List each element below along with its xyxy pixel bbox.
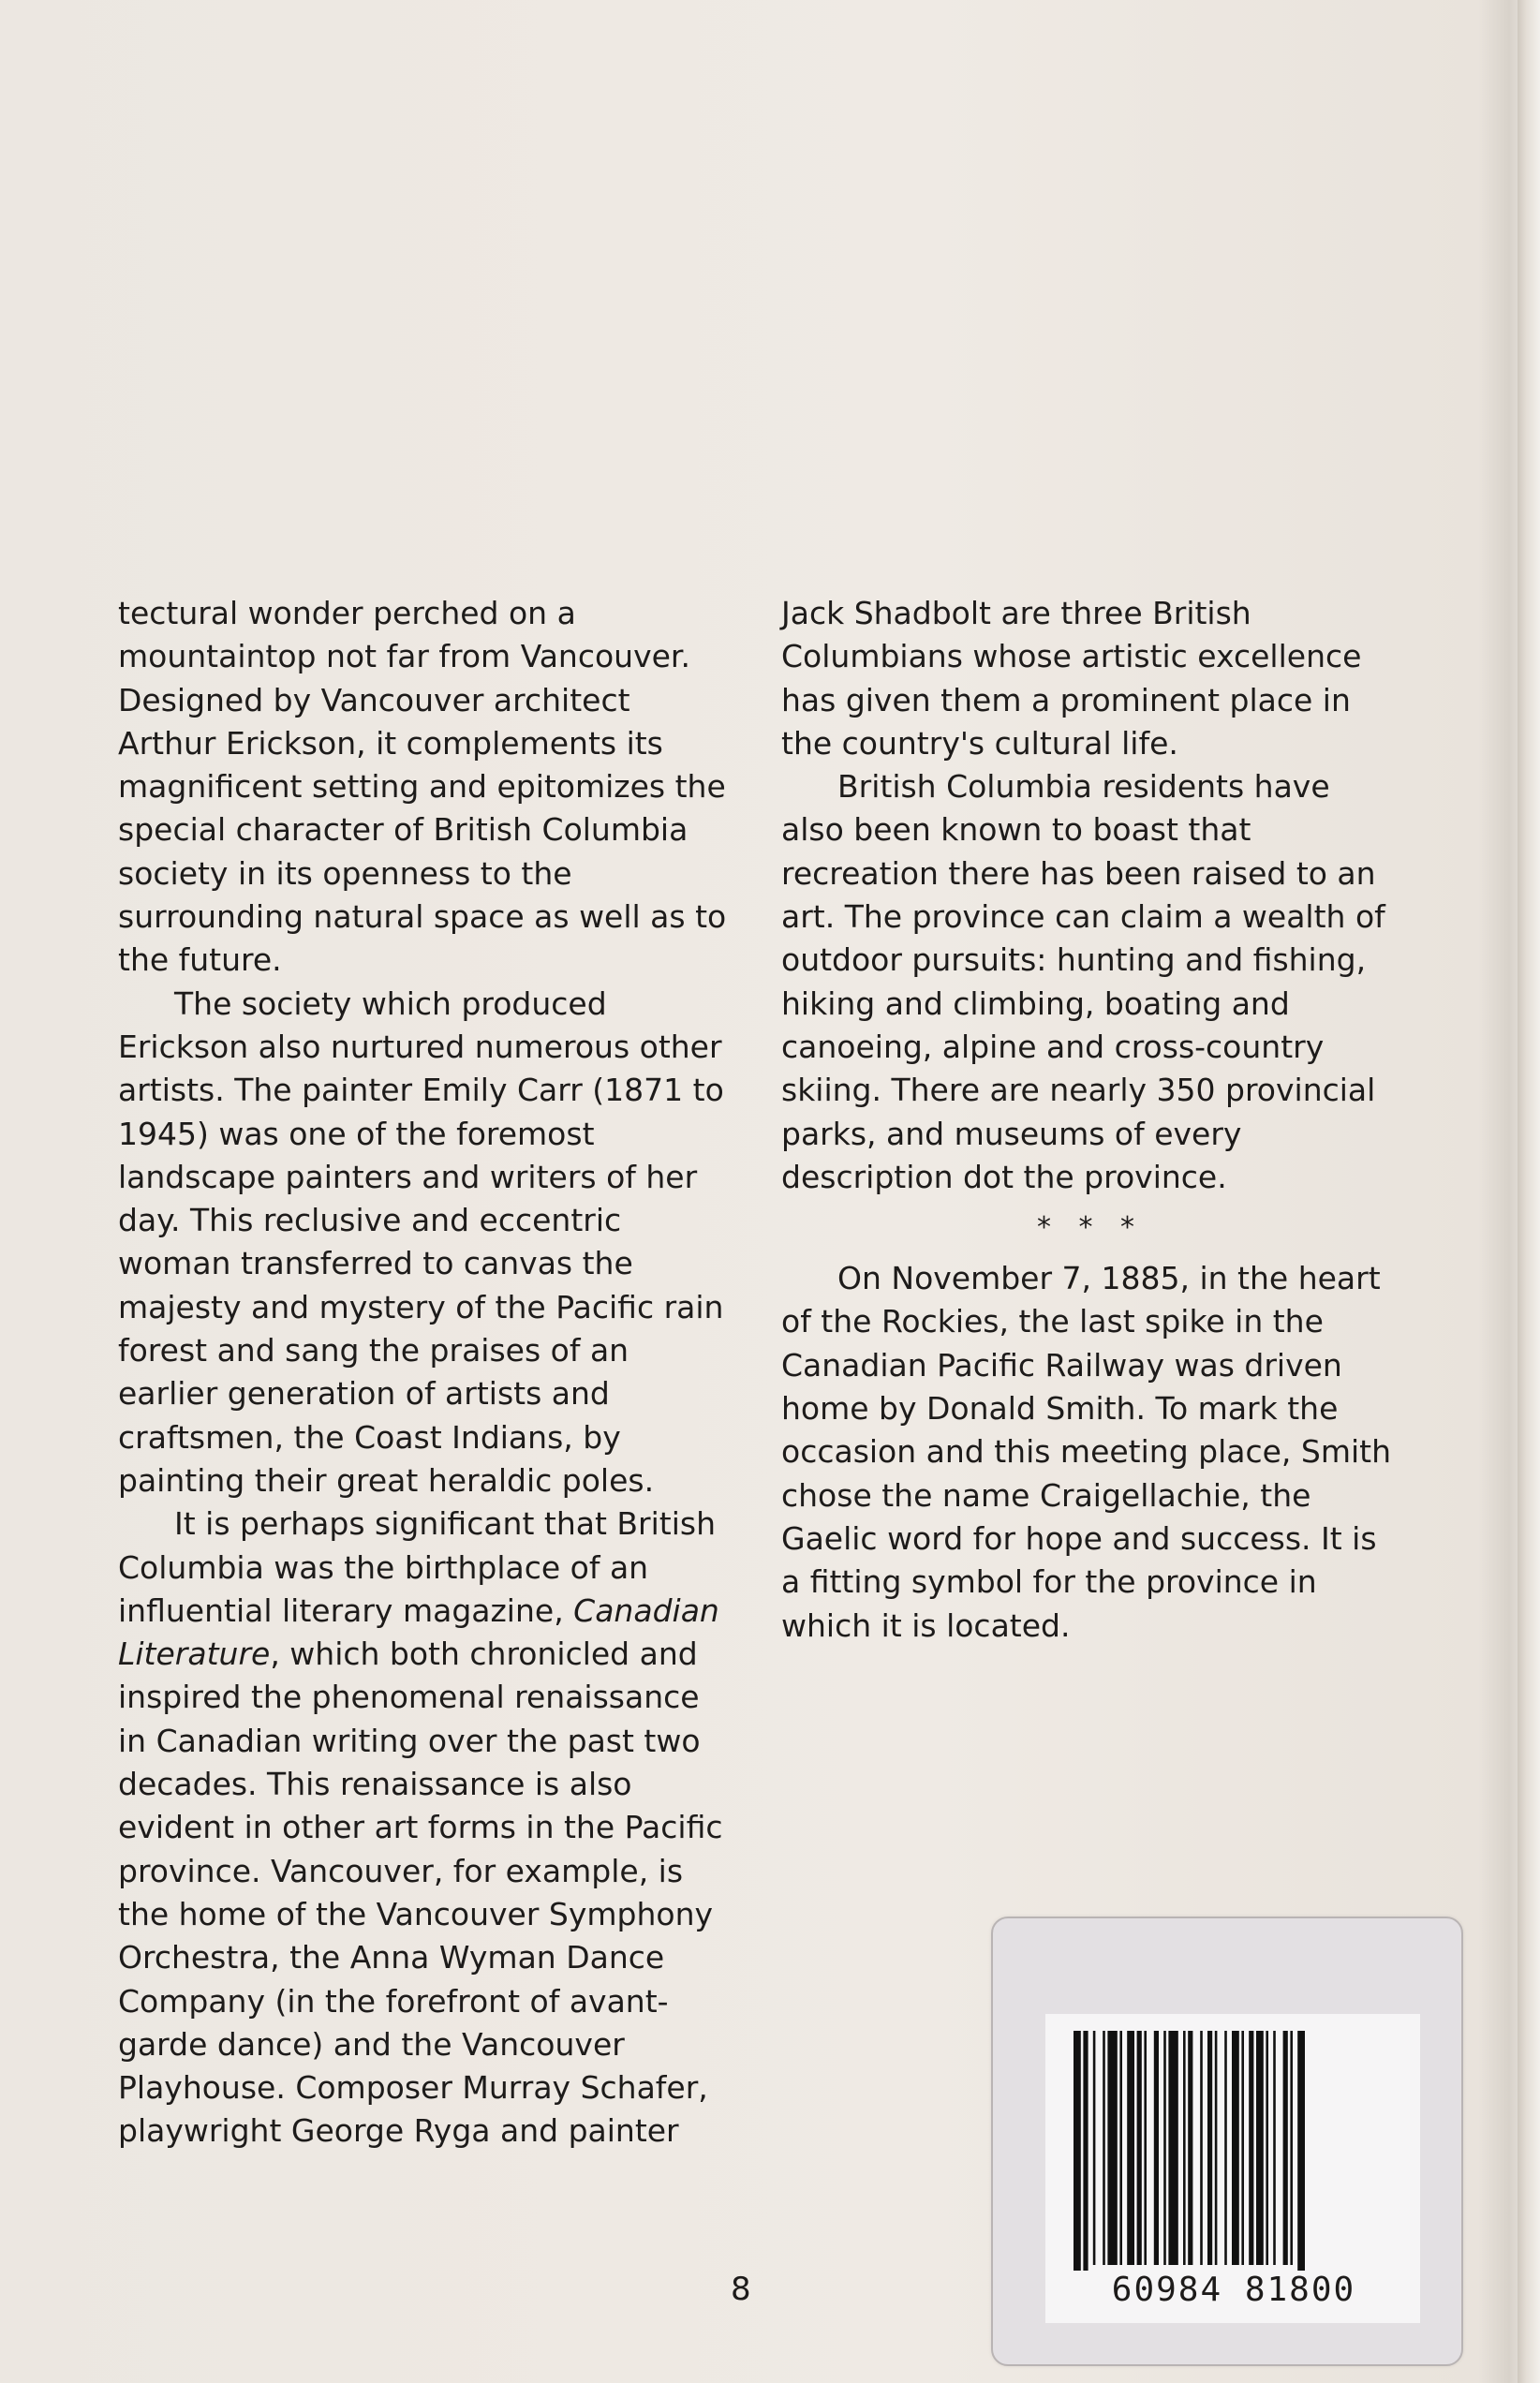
left-paragraph-3-start: It is perhaps significant that British Columbia was the birthplace of an influential literary magazine, — [118, 1505, 716, 1629]
barcode-bar — [1168, 2031, 1177, 2265]
barcode-bar — [1127, 2031, 1134, 2265]
barcode-bar — [1083, 2031, 1088, 2281]
right-text-column — [781, 592, 1399, 1648]
barcode-bar — [1154, 2031, 1159, 2265]
barcode-bar — [1283, 2031, 1288, 2265]
barcode-digits: 60984 81800 — [1072, 2271, 1396, 2309]
barcode-bar — [1273, 2031, 1276, 2265]
barcode-bar — [1163, 2031, 1166, 2265]
barcode-bar — [1093, 2031, 1096, 2265]
page-spine-edge — [1518, 0, 1540, 2383]
barcode-bar — [1144, 2031, 1147, 2265]
left-paragraph-1: tectural wonder perched on a mountaintop not far from Vancouver. Designed by Vancouver architect Arthur Erickson, it complements its magnificent setting and epitomizes the special character of British Columbia society in its openness to the surrounding natural space as well as to the future. — [118, 595, 727, 979]
barcode-bar — [1266, 2031, 1268, 2265]
barcode-bars — [1045, 2014, 1420, 2281]
barcode-bar — [1207, 2031, 1212, 2265]
barcode-bar — [1200, 2031, 1203, 2265]
barcode-bar — [1249, 2031, 1253, 2265]
barcode-bar — [1137, 2031, 1142, 2265]
barcode-bar — [1232, 2031, 1239, 2265]
barcode-bar — [1241, 2031, 1244, 2265]
barcode-bar — [1119, 2031, 1122, 2265]
left-paragraph-3-end: , which both chronicled and inspired the phenomenal renaissance in Canadian writing over the past two decades. This renaissance is also evident in other art forms in the Pacific province. Vancouver, for example, is the home of the Vancouver Symphony Orchestra, the Anna Wyman Dance Company (in the forefront of avant-garde dance) and the Vancouver Playhouse. Composer Murray Schafer, playwright George Ryga and painter — [118, 1636, 723, 2150]
barcode-bar — [1297, 2031, 1305, 2281]
barcode-bar — [1224, 2031, 1227, 2265]
barcode-bar — [1290, 2031, 1293, 2265]
left-paragraph-2: The society which produced Erickson also nurtured numerous other artists. The painter Emily Carr (1871 to 1945) was one of the foremost landscape painters and writers of her day. This reclusive and eccentric woman transferred to canvas the majesty and mystery of the Pacific rain forest and sang the praises of an earlier generation of artists and craftsmen, the Coast Indians, by painting their great heraldic poles. — [118, 984, 724, 1499]
barcode-bar — [1107, 2031, 1117, 2265]
section-separator: * * * — [1036, 1211, 1145, 1245]
barcode-bar — [1074, 2031, 1081, 2281]
right-paragraph-2: British Columbia residents have also been known to boast that recreation there has been raised to an art. The province can claim a wealth of outdoor pursuits: hunting and fishing, hiking and climbing, boating and canoeing, alpine and cross-country skiing. There are nearly 350 provincial parks, and museums of every description dot the province. — [781, 768, 1385, 1195]
barcode-bar — [1103, 2031, 1105, 2265]
right-paragraph-3: On November 7, 1885, in the heart of the Rockies, the last spike in the Canadian Pacific Railway was driven home by Donald Smith. To mark the occasion and this meeting place, Smith chose the name Craigellachie, the Gaelic word for hope and success. It is a fitting symbol for the province in which it is located. — [781, 1260, 1392, 1644]
left-paragraph-3 — [118, 1502, 733, 2153]
right-paragraph-1: Jack Shadbolt are three British Columbians whose artistic excellence has given them a prominent place in the country's cultural life. — [781, 595, 1362, 762]
barcode-sticker — [991, 1917, 1463, 2366]
barcode-bar — [1215, 2031, 1218, 2265]
barcode-label — [1045, 2014, 1420, 2323]
magazine-title: Canadian Literature — [118, 1591, 719, 1673]
barcode-bar — [1183, 2031, 1186, 2265]
left-text-column — [118, 592, 733, 2154]
barcode-bar — [1188, 2031, 1192, 2265]
barcode-bar — [1256, 2031, 1264, 2265]
page-number: 8 — [731, 2271, 751, 2308]
